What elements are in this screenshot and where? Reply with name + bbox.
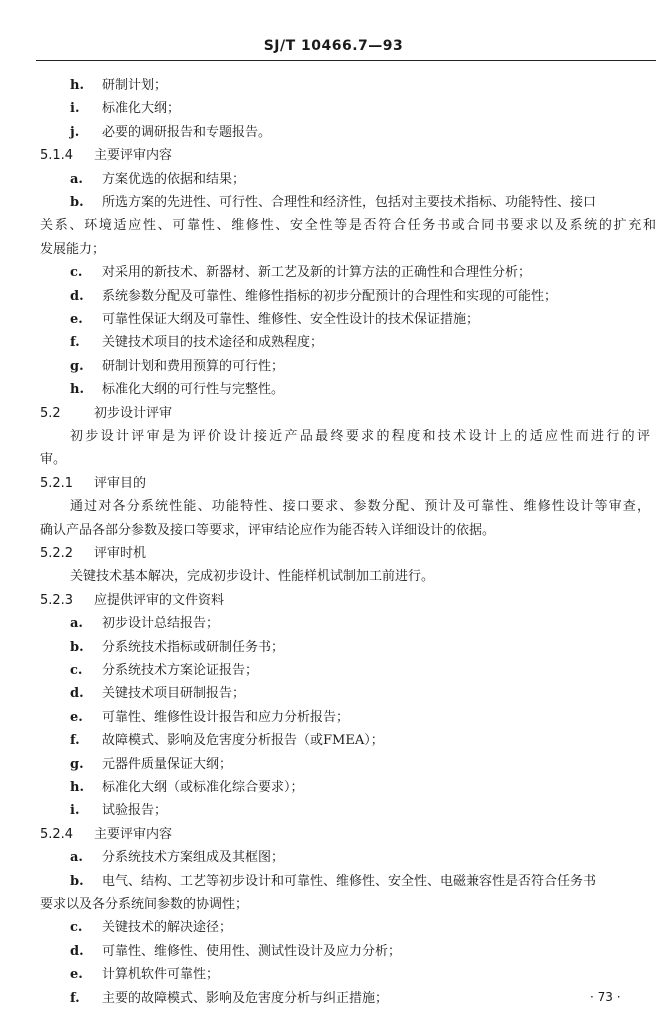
list-item-text: 系统参数分配及可靠性、维修性指标的初步分配预计的合理性和实现的可能性； (102, 288, 558, 304)
list-marker: g. (70, 756, 84, 772)
list-item-text: 计算机软件可靠性； (102, 967, 220, 983)
list-item-text: 所选方案的先进性、可行性、合理性和经济性，包括对主要技术指标、功能特性、接口 (102, 195, 597, 210)
section-heading (40, 476, 146, 492)
list-marker: h. (70, 780, 84, 795)
list-item-text: 标准化大纲（或标准化综合要求）； (102, 780, 304, 795)
list-marker: b. (70, 873, 84, 889)
list-marker: h. (70, 382, 84, 398)
list-item-text: 分系统技术指标或研制任务书； (102, 639, 285, 655)
continuation-line (40, 242, 105, 258)
list-item (70, 686, 245, 702)
standard-code-header: SJ/T 10466.7—93 (263, 38, 404, 54)
list-marker: d. (70, 686, 84, 702)
list-item (70, 172, 245, 188)
list-item (70, 616, 219, 632)
continuation-text: 发展能力； (40, 241, 106, 257)
list-item-text: 电气、结构、工艺等初步设计和可靠性、维修性、安全性、电磁兼容性是否符合任务书 (102, 873, 597, 889)
section-heading (40, 148, 172, 164)
list-item (70, 991, 388, 1007)
section-heading (40, 827, 172, 843)
list-item (70, 125, 271, 141)
list-item-text: 可靠性、维修性设计报告和应力分析报告； (102, 709, 350, 725)
list-item-text: 分系统技术方案组成及其框图； (102, 850, 285, 866)
list-marker: i. (70, 803, 80, 819)
list-item (70, 335, 323, 351)
list-marker: d. (70, 288, 84, 304)
list-item (70, 382, 284, 398)
continuation-line (40, 452, 66, 468)
list-item-text: 初步设计总结报告； (102, 616, 220, 632)
list-item-text: 必要的调研报告和专题报告。 (102, 124, 272, 140)
list-marker: a. (70, 171, 83, 187)
list-marker: a. (70, 850, 83, 866)
page-number: · 73 · (590, 990, 621, 1004)
list-item-text: 关键技术的解决途径； (102, 920, 233, 936)
list-item-text: 对采用的新技术、新器材、新工艺及新的计算方法的正确性和合理性分析； (102, 265, 532, 281)
section-title: 评审时机 (94, 546, 147, 561)
list-item (70, 312, 479, 328)
section-title: 评审目的 (94, 475, 147, 491)
list-item (70, 733, 384, 749)
paragraph-line (70, 499, 650, 515)
paragraph-line (70, 569, 434, 585)
list-marker: c. (70, 920, 83, 936)
list-item-text: 可靠性保证大纲及可靠性、维修性、安全性设计的技术保证措施； (102, 312, 480, 327)
list-item-text: 元器件质量保证大纲； (102, 756, 233, 772)
continuation-text: 要求以及各分系统间参数的协调性； (40, 897, 249, 912)
section-number: 5.2.2 (40, 546, 74, 561)
section-heading (40, 593, 224, 609)
list-marker: b. (70, 195, 84, 210)
section-title: 应提供评审的文件资料 (94, 592, 225, 608)
list-marker: g. (70, 358, 84, 374)
list-marker: h. (70, 78, 84, 93)
section-number: 5.2.4 (40, 826, 74, 842)
continuation-line (40, 523, 495, 539)
list-item (70, 780, 304, 796)
list-marker: f. (70, 990, 80, 1006)
continuation-text: 确认产品各部分参数及接口等要求，评审结论应作为能否转入详细设计的依据。 (40, 522, 496, 538)
list-item-text: 标准化大纲； (102, 101, 181, 117)
continuation-text: 关系、环境适应性、可靠性、维修性、安全性等是否符合任务书或合同书要求以及系统的扩充和 (40, 218, 656, 234)
list-marker: a. (70, 616, 83, 632)
list-item-text: 主要的故障模式、影响及危害度分析与纠正措施； (102, 990, 389, 1006)
list-item-text: 可靠性、维修性、使用性、测试性设计及应力分析； (102, 943, 402, 959)
paragraph-text: 初步设计评审是为评价设计接近产品最终要求的程度和技术设计上的适应性而进行的评 (70, 429, 650, 444)
section-number: 5.2 (40, 405, 61, 421)
section-number: 5.1.4 (40, 148, 74, 164)
list-item (70, 710, 349, 726)
list-item-text: 研制计划； (102, 78, 168, 93)
list-marker: j. (70, 124, 80, 140)
list-item (70, 874, 596, 890)
list-item-text: 方案优选的依据和结果； (102, 171, 246, 187)
list-item (70, 640, 284, 656)
continuation-line (40, 897, 248, 913)
list-marker: e. (70, 709, 83, 725)
list-item-text: 关键技术项目研制报告； (102, 686, 246, 702)
list-item-text: 关键技术项目的技术途径和成熟程度； (102, 335, 324, 351)
list-marker: b. (70, 639, 84, 655)
list-item (70, 289, 557, 305)
list-marker: f. (70, 335, 80, 351)
list-marker: e. (70, 967, 83, 983)
continuation-text: 审。 (40, 452, 67, 468)
section-heading (40, 406, 172, 422)
list-item (70, 920, 232, 936)
list-item-text: 分系统技术方案论证报告； (102, 663, 259, 678)
section-number: 5.2.1 (40, 475, 74, 491)
list-item (70, 265, 531, 281)
section-number: 5.2.3 (40, 592, 74, 608)
list-item (70, 101, 180, 117)
list-item-text: 研制计划和费用预算的可行性； (102, 358, 285, 374)
list-marker: c. (70, 265, 83, 281)
list-item-text: 试验报告； (102, 803, 168, 819)
header-rule (36, 60, 656, 61)
list-marker: f. (70, 733, 80, 749)
list-item-text: 故障模式、影响及危害度分析报告（或FMEA）； (102, 733, 384, 749)
list-item (70, 850, 284, 866)
list-item-text: 标准化大纲的可行性与完整性。 (102, 382, 285, 398)
paragraph-text: 通过对各分系统性能、功能特性、接口要求、参数分配、预计及可靠性、维修性设计等审查， (70, 499, 650, 515)
continuation-line (40, 218, 656, 234)
section-title: 初步设计评审 (94, 405, 173, 421)
list-item (70, 944, 401, 960)
list-item (70, 967, 219, 983)
list-item (70, 195, 596, 211)
list-item (70, 359, 284, 375)
list-item (70, 663, 258, 679)
section-title: 主要评审内容 (94, 148, 173, 164)
list-item (70, 757, 232, 773)
list-marker: d. (70, 943, 84, 959)
list-item (70, 803, 167, 819)
list-item (70, 78, 167, 94)
paragraph-text: 关键技术基本解决，完成初步设计、性能样机试制加工前进行。 (70, 569, 435, 585)
section-title: 主要评审内容 (94, 826, 173, 842)
section-heading (40, 546, 146, 562)
list-marker: i. (70, 101, 80, 117)
list-marker: e. (70, 312, 83, 327)
paragraph-line (70, 429, 650, 445)
list-marker: c. (70, 663, 83, 678)
